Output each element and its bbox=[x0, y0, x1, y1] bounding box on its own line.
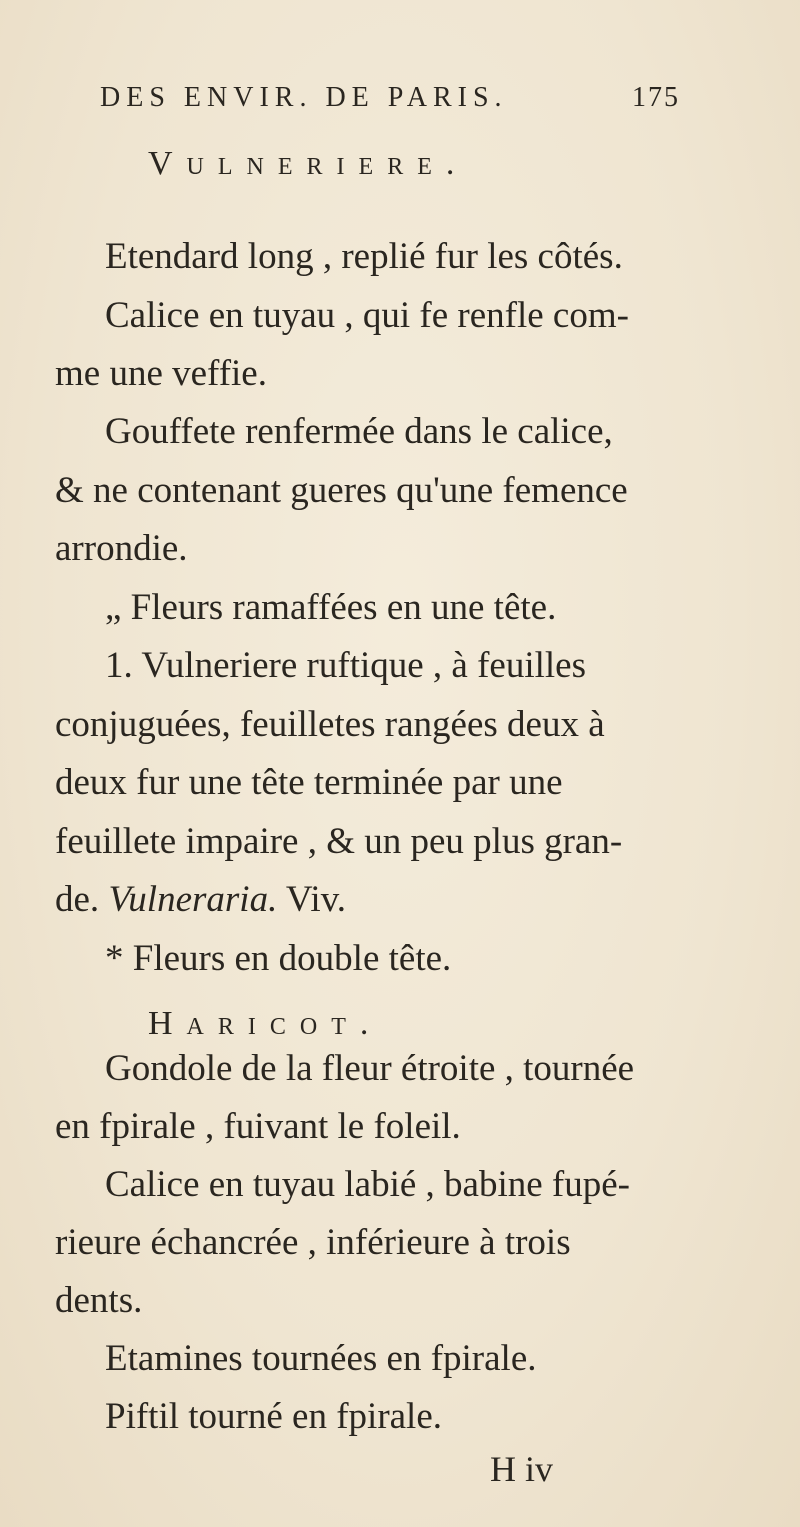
section-heading-haricot: Haricot. bbox=[148, 1005, 383, 1042]
text-line: Calice en tuyau labié , babine fupé- bbox=[105, 1164, 630, 1205]
text-line: * Fleurs en double tête. bbox=[105, 938, 452, 979]
text-fragment: de. bbox=[55, 879, 100, 920]
text-fragment: Viv. bbox=[285, 879, 347, 920]
text-line: dents. bbox=[55, 1280, 143, 1321]
latin-name: Vulneraria. bbox=[108, 879, 278, 920]
text-line: & ne contenant gueres qu'une femence bbox=[55, 470, 628, 511]
text-line: feuillete impaire , & un peu plus gran- bbox=[55, 821, 623, 862]
text-line bbox=[55, 881, 346, 918]
text-line: me une veffie. bbox=[55, 353, 267, 394]
text-line: Etendard long , replié fur les côtés. bbox=[105, 236, 623, 277]
text-line: deux fur une tête terminée par une bbox=[55, 762, 563, 803]
folio-signature: H iv bbox=[490, 1449, 553, 1489]
text-line: 1. Vulneriere ruftique , à feuilles bbox=[105, 645, 586, 686]
text-line: arrondie. bbox=[55, 528, 188, 569]
text-line: en fpirale , fuivant le foleil. bbox=[55, 1106, 461, 1147]
text-line: conjuguées, feuilletes rangées deux à bbox=[55, 704, 605, 745]
section-heading-vulneriere: Vulneriere. bbox=[148, 145, 469, 182]
running-head-title: DES ENVIR. DE PARIS. bbox=[100, 82, 508, 113]
text-line: Calice en tuyau , qui fe renfle com- bbox=[105, 295, 629, 336]
text-line: Piftil tourné en fpirale. bbox=[105, 1396, 443, 1437]
text-line: Gouffete renfermée dans le calice, bbox=[105, 411, 613, 452]
running-head bbox=[100, 72, 700, 122]
text-line: rieure échancrée , inférieure à trois bbox=[55, 1222, 571, 1263]
text-line: „ Fleurs ramaffées en une tête. bbox=[105, 587, 557, 628]
page-number: 175 bbox=[632, 82, 680, 113]
text-line: Etamines tournées en fpirale. bbox=[105, 1338, 537, 1379]
text-line: Gondole de la fleur étroite , tournée bbox=[105, 1048, 635, 1089]
